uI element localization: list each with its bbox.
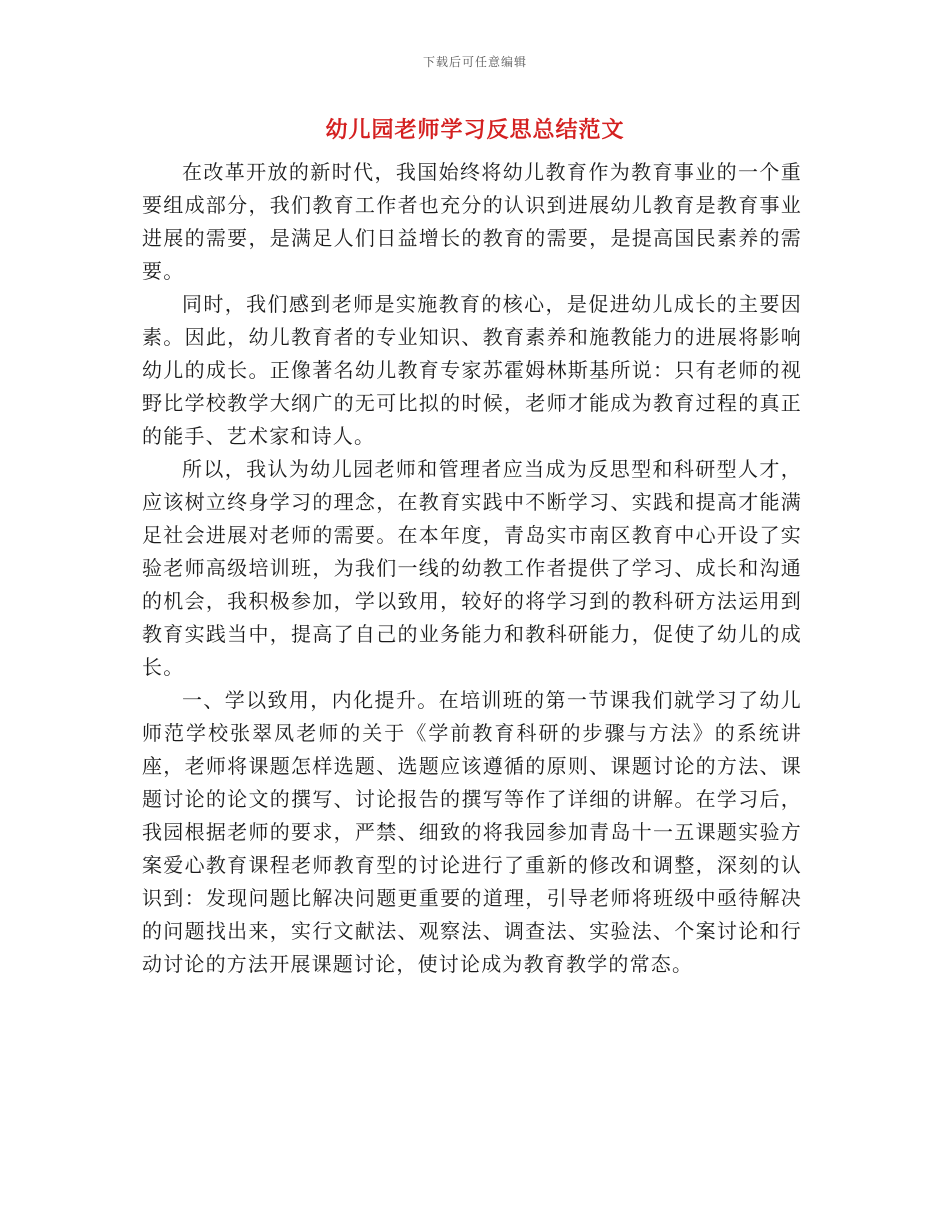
paragraph: 同时，我们感到老师是实施教育的核心，是促进幼儿成长的主要因素。因此，幼儿教育者的专业知识、教育素养和施教能力的进展将影响幼儿的成长。正像著名幼儿教育专家苏霍姆林斯基所说：只有老师的视野比学校教学大纲广的无可比拟的时候，老师才能成为教育过程的真正的能手、艺术家和诗人。	[142, 292, 802, 448]
document-title: 幼儿园老师学习反思总结范文	[325, 117, 625, 143]
paragraph: 在改革开放的新时代，我国始终将幼儿教育作为教育事业的一个重要组成部分，我们教育工作者也充分的认识到进展幼儿教育是教育事业进展的需要，是满足人们日益增长的教育的需要，是提高国民素养的需要。	[142, 160, 802, 283]
paragraph: 所以，我认为幼儿园老师和管理者应当成为反思型和科研型人才，应该树立终身学习的理念，在教育实践中不断学习、实践和提高才能满足社会进展对老师的需要。在本年度，青岛实市南区教育中心开设了实验老师高级培训班，为我们一线的幼教工作者提供了学习、成长和沟通的机会，我积极参加，学以致用，较好的将学习到的教科研方法运用到教育实践当中，提高了自己的业务能力和教科研能力，促使了幼儿的成长。	[142, 457, 802, 679]
document-body	[142, 156, 802, 981]
header-note: 下载后可任意编辑	[422, 55, 527, 69]
paragraph: 一、学以致用，内化提升。在培训班的第一节课我们就学习了幼儿师范学校张翠凤老师的关于《学前教育科研的步骤与方法》的系统讲座，老师将课题怎样选题、选题应该遵循的原则、课题讨论的方法、课题讨论的论文的撰写、讨论报告的撰写等作了详细的讲解。在学习后，我园根据老师的要求，严禁、细致的将我园参加青岛十一五课题实验方案爱心教育课程老师教育型的讨论进行了重新的修改和调整，深刻的认识到：发现问题比解决问题更重要的道理，引导老师将班级中亟待解决的问题找出来，实行文献法、观察法、调查法、实验法、个案讨论和行动讨论的方法开展课题讨论，使讨论成为教育教学的常态。	[142, 688, 802, 976]
